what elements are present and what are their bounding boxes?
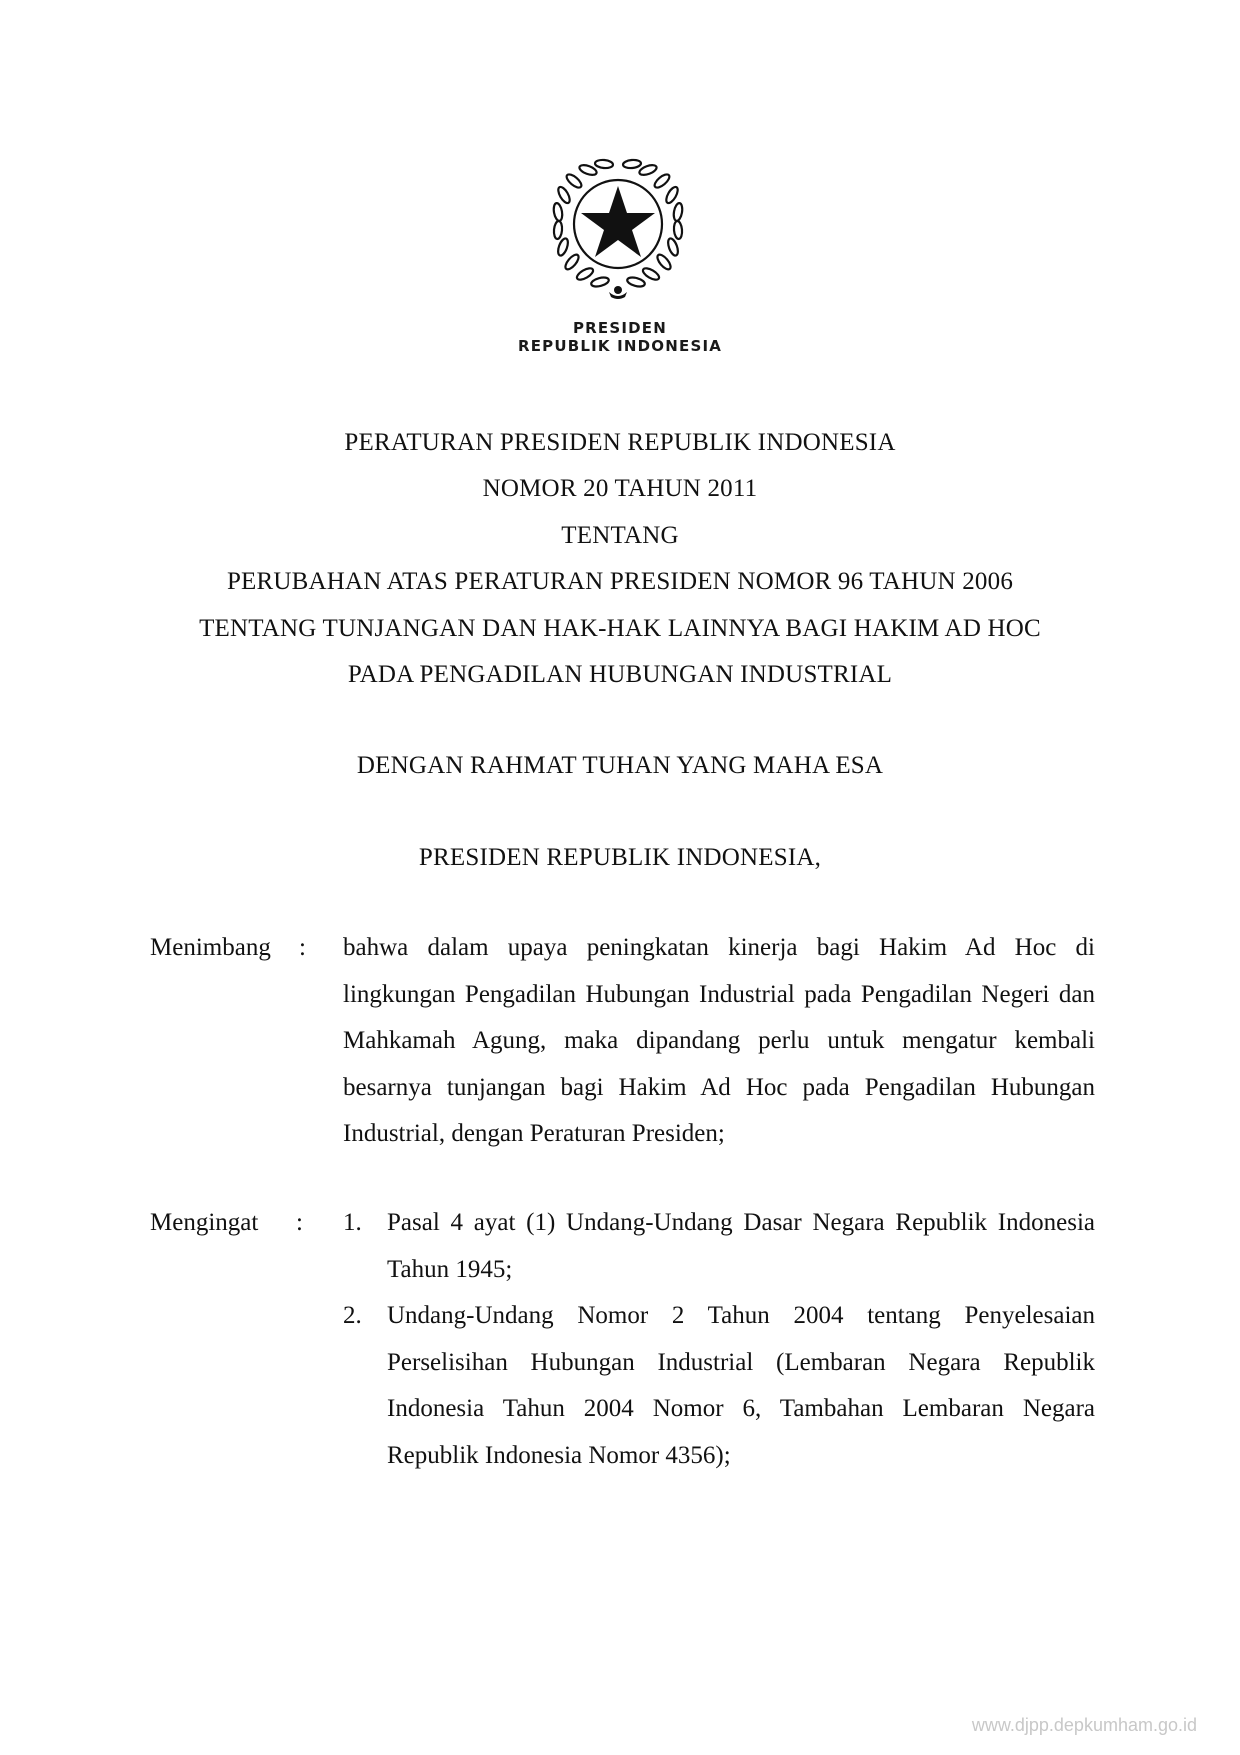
letterhead-republic: REPUBLIK INDONESIA [517,337,723,355]
mengingat-item-2-number: 2. [343,1302,362,1329]
regulation-title: PERATURAN PRESIDEN REPUBLIK INDONESIA [344,429,896,456]
blessing-line: DENGAN RAHMAT TUHAN YANG MAHA ESA [356,752,884,779]
garuda-star-emblem-icon [543,152,693,302]
regulation-subject-line1: PERUBAHAN ATAS PERATURAN PRESIDEN NOMOR 96 TAHUN 2006 [226,568,1014,595]
mengingat-item-2-text: Undang-Undang Nomor 2 Tahun 2004 tentang Penyelesaian Perselisihan Hubungan Industrial (Lembaran Negara Republik Indonesia Tahun 2004 Nomor 6, Tambahan Lembaran Negara Republik Indonesia Nomor 4356); [387,1302,1095,1469]
mengingat-colon: : [296,1209,303,1236]
menimbang-colon: : [299,934,306,961]
watermark-url: www.djpp.depkumham.go.id [971,1715,1197,1735]
mengingat-item-1-text: Pasal 4 ayat (1) Undang-Undang Dasar Negara Republik Indonesia Tahun 1945; [387,1209,1095,1283]
letterhead-president: PRESIDEN [572,319,668,337]
menimbang-label: Menimbang [150,934,271,961]
authority-line: PRESIDEN REPUBLIK INDONESIA, [418,844,822,871]
menimbang-text: bahwa dalam upaya peningkatan kinerja bagi Hakim Ad Hoc di lingkungan Pengadilan Hubungan Industrial pada Pengadilan Negeri dan Mahkamah Agung, maka dipandang perlu untuk mengatur kembali besarnya tunjangan bagi Hakim Ad Hoc pada Pengadilan Hubungan Industrial, dengan Peraturan Presiden; [343,934,1095,1147]
regulation-subject-line2: TENTANG TUNJANGAN DAN HAK-HAK LAINNYA BAGI HAKIM AD HOC [199,615,1041,642]
regulation-number: NOMOR 20 TAHUN 2011 [482,475,758,502]
mengingat-label: Mengingat [150,1209,259,1236]
regulation-subject-line3: PADA PENGADILAN HUBUNGAN INDUSTRIAL [347,661,893,688]
mengingat-item-1-number: 1. [343,1209,362,1236]
regulation-tentang: TENTANG [561,522,679,549]
